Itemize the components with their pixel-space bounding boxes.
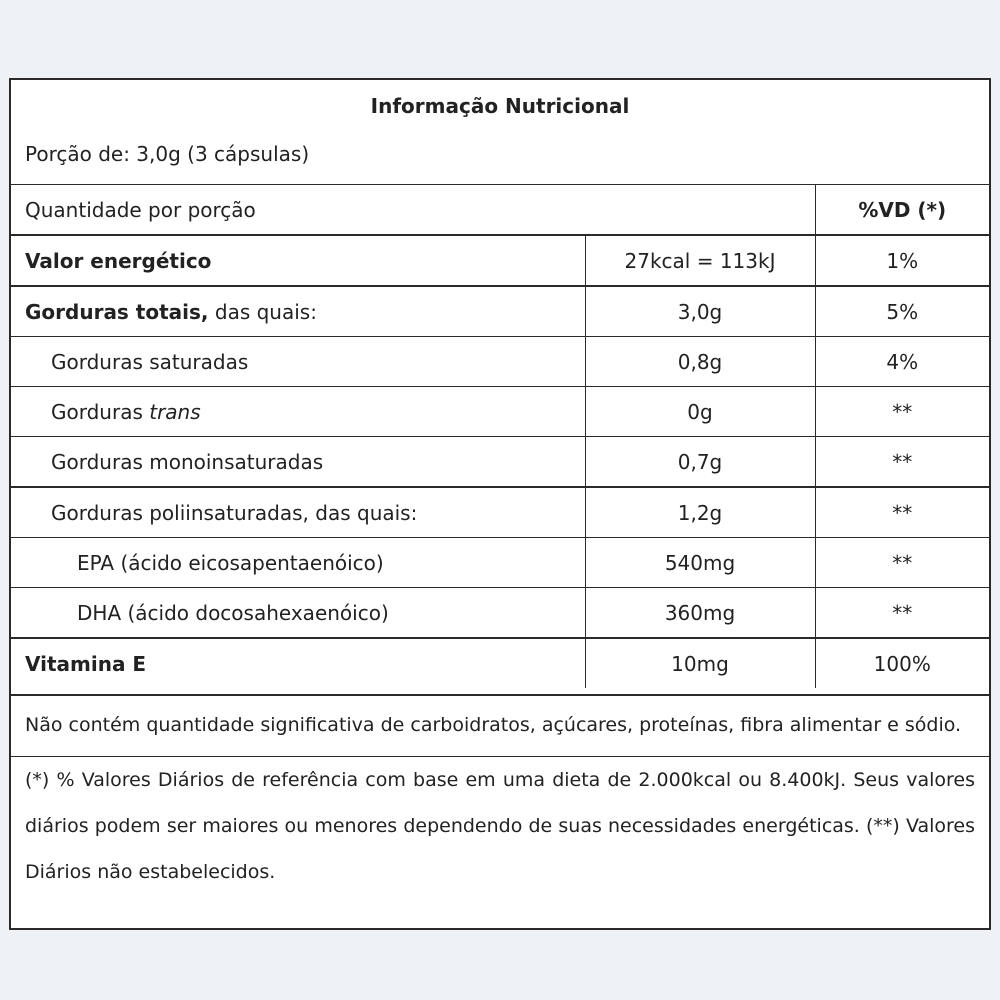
nutrient-amount: 540mg <box>585 538 815 588</box>
nutrient-vd: ** <box>815 387 989 437</box>
nutrient-name: Gorduras monoinsaturadas <box>11 437 585 488</box>
table-row <box>11 638 989 688</box>
nutrient-name: Vitamina E <box>11 638 585 688</box>
nutrient-name: Gorduras saturadas <box>11 337 585 387</box>
table-row <box>11 588 989 639</box>
nutrient-amount: 1,2g <box>585 487 815 538</box>
nutrient-name: EPA (ácido eicosapentaenóico) <box>11 538 585 588</box>
header-vd: %VD (*) <box>815 185 989 236</box>
table-header-row <box>11 185 989 236</box>
table-row <box>11 286 989 337</box>
nutrient-name: DHA (ácido docosahexaenóico) <box>11 588 585 639</box>
nutrient-amount: 27kcal = 113kJ <box>585 235 815 286</box>
nutrient-amount: 0,7g <box>585 437 815 488</box>
nutrient-amount: 0,8g <box>585 337 815 387</box>
nutrition-facts-label <box>9 78 991 930</box>
nutrient-name-bold: Gorduras totais, <box>25 299 209 324</box>
table-row <box>11 487 989 538</box>
nutrient-amount: 10mg <box>585 638 815 688</box>
nutrient-amount: 3,0g <box>585 286 815 337</box>
nutrient-vd: ** <box>815 588 989 639</box>
label-title: Informação Nutricional <box>370 94 630 118</box>
footnotes <box>11 694 989 895</box>
note-reference: (*) % Valores Diários de referência com base em uma dieta de 2.000kcal ou 8.400kJ. Seus valores diários podem ser maiores ou menores dependendo de suas necessidades energéticas. (**) Valores Diários não estabelecidos. <box>11 756 989 895</box>
table-row <box>11 337 989 387</box>
nutrient-vd: ** <box>815 487 989 538</box>
table-row <box>11 235 989 286</box>
nutrient-name-italic: trans <box>149 399 201 424</box>
nutrient-name: Valor energético <box>11 235 585 286</box>
nutrient-name <box>11 286 585 337</box>
nutrient-vd: 4% <box>815 337 989 387</box>
note-not-contain: Não contém quantidade significativa de carboidratos, açúcares, proteínas, fibra alimentar e sódio. <box>25 714 962 736</box>
table-row <box>11 437 989 488</box>
table-row <box>11 538 989 588</box>
nutrient-vd: 1% <box>815 235 989 286</box>
nutrient-name-suffix: das quais: <box>208 299 317 324</box>
nutrient-name <box>11 387 585 437</box>
nutrient-vd: ** <box>815 538 989 588</box>
serving-size: Porção de: 3,0g (3 cápsulas) <box>25 142 310 166</box>
nutrient-amount: 0g <box>585 387 815 437</box>
nutrient-vd: ** <box>815 437 989 488</box>
table-row <box>11 387 989 437</box>
nutrition-table <box>11 184 989 688</box>
nutrient-vd: 5% <box>815 286 989 337</box>
nutrient-amount: 360mg <box>585 588 815 639</box>
nutrient-name: Gorduras poliinsaturadas, das quais: <box>11 487 585 538</box>
nutrient-name-text: Gorduras <box>51 399 143 424</box>
header-quantity: Quantidade por porção <box>11 185 815 236</box>
nutrient-vd: 100% <box>815 638 989 688</box>
